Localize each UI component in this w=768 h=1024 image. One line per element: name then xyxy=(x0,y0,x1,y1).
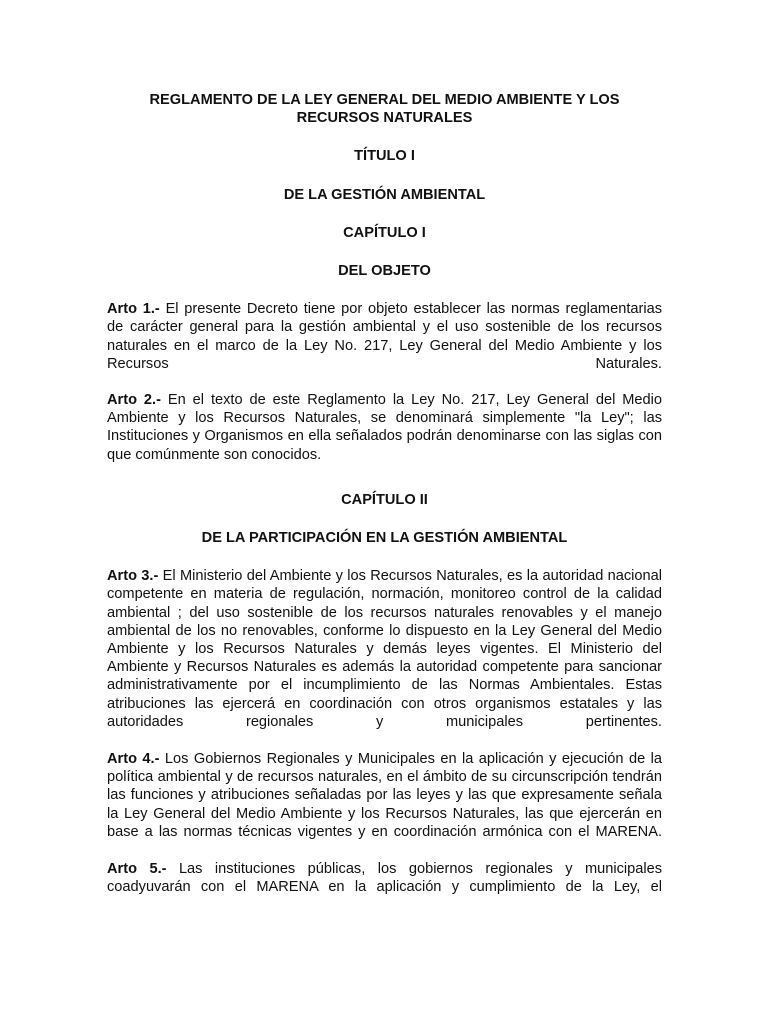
document-page xyxy=(107,91,662,915)
article-1-text: El presente Decreto tiene por objeto establecer las normas reglamentarias de carácter general para la gestión ambiental y el uso sostenible de los recursos naturales en el marco de la Ley No. 217, Ley General del Medio Ambiente y los Recursos Naturales. xyxy=(107,301,663,372)
capitulo-1-heading: CAPÍTULO I xyxy=(343,224,426,241)
article-4 xyxy=(107,750,662,841)
article-3 xyxy=(107,567,662,731)
capitulo-2-name-heading: DE LA PARTICIPACIÓN EN LA GESTIÓN AMBIENTAL xyxy=(201,530,568,547)
article-4-label: Arto 4.- xyxy=(107,751,160,768)
titulo-heading: TÍTULO I xyxy=(354,148,415,165)
article-5-text: Las instituciones públicas, los gobiernos regionales y municipales coadyuvarán con el MARENA en la aplicación y cumplimiento de la Ley, el xyxy=(107,861,662,896)
capitulo-2-heading: CAPÍTULO II xyxy=(341,491,428,508)
article-2 xyxy=(107,391,662,464)
article-1 xyxy=(107,300,662,373)
article-5 xyxy=(107,860,662,896)
article-3-label: Arto 3.- xyxy=(107,568,159,585)
article-5-label: Arto 5.- xyxy=(107,861,167,878)
article-2-text: En el texto de este Reglamento la Ley No. 217, Ley General del Medio Ambiente y los Recursos Naturales, se denominará simplemente "la Ley"; las Instituciones y Organismos en ella señalados podrán denominarse con las siglas con que comúnmente son conocidos. xyxy=(107,392,662,463)
article-1-label: Arto 1.- xyxy=(107,301,160,318)
article-3-text: El Ministerio del Ambiente y los Recursos Naturales, es la autoridad nacional competente en materia de regulación, normación, monitoreo control de la calidad ambiental ; del uso sostenible de los recursos naturales renovables y el manejo ambiental de los no renovables, conforme lo dispuesto en la Ley General del Medio Ambiente y los Recursos Naturales y demás leyes vigentes. El Ministerio del Ambiente y Recursos Naturales es además la autoridad competente para sancionar administrativamente por el incumplimiento de las Normas Ambientales. Estas atribuciones las ejercerá en coordinación con otros organismos estatales y las autoridades regionales y municipales pertinentes. xyxy=(107,568,662,730)
article-4-text: Los Gobiernos Regionales y Municipales en la aplicación y ejecución de la política ambiental y de recursos naturales, en el ámbito de su circunscripción tendrán las funciones y atribuciones señaladas por las leyes y las que expresamente señala la Ley General del Medio Ambiente y los Recursos Naturales, las que ejercerán en base a las normas técnicas vigentes y en coordinación armónica con el MARENA. xyxy=(107,751,663,840)
titulo-name-heading: DE LA GESTIÓN AMBIENTAL xyxy=(283,186,486,203)
article-2-label: Arto 2.- xyxy=(107,392,161,409)
document-title: REGLAMENTO DE LA LEY GENERAL DEL MEDIO AMBIENTE Y LOS RECURSOS NATURALES xyxy=(149,92,620,127)
capitulo-1-name-heading: DEL OBJETO xyxy=(338,263,431,280)
